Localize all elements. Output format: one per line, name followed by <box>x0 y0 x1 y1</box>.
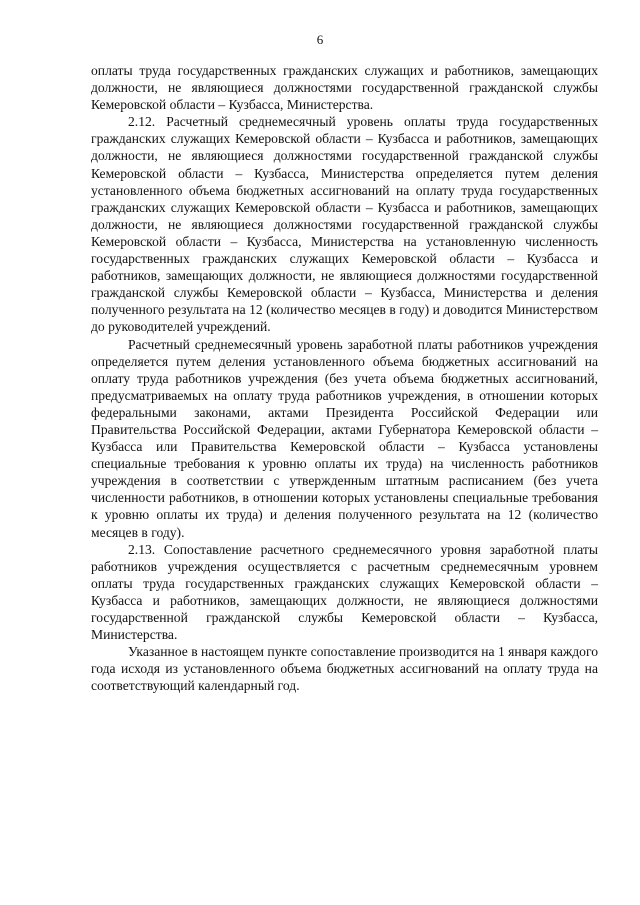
paragraph-comparison-date: Указанное в настоящем пункте сопоставление производится на 1 января каждого года исходя из установленного объема бюджетных ассигнований на оплату труда на соответствующий календарный год. <box>91 644 598 694</box>
paragraph-salary-calculation: Расчетный среднемесячный уровень заработной платы работников учреждения определяется путем деления установленного объема бюджетных ассигнований на оплату труда работников учреждения (без учета объема бюджетных ассигнований, предусматриваемых на оплату труда работников учреждения, в отношении которых федеральными законами, актами Президента Российской Федерации или Правительства Российской Федерации, актами Губернатора Кемеровской области – Кузбасса или Правительства Кемеровской области – Кузбасса установлены специальные требования к уровню оплаты их труда) на численность работников учреждения в соответствии с утвержденным штатным расписанием (без учета численности работников, в отношении которых установлены специальные требования к уровню оплаты их труда) и деления полученного результата на 12 (количество месяцев в году). <box>91 336 598 540</box>
document-body <box>91 62 598 694</box>
paragraph-2-12: 2.12. Расчетный среднемесячный уровень оплаты труда государственных гражданских служащих Кемеровской области – Кузбасса и работников, замещающих должности, не являющиеся должностями государственной гражданской службы Кемеровской области – Кузбасса, Министерства определяется путем деления установленного объема бюджетных ассигнований на оплату труда государственных гражданских служащих Кемеровской области – Кузбасса и работников, замещающих должности, не являющиеся должностями государственной гражданской службы Кемеровской области – Кузбасса, Министерства на установленную численность государственных гражданских служащих Кемеровской области – Кузбасса и работников, замещающих должности, не являющиеся должностями государственной гражданской службы Кемеровской области – Кузбасса, Министерства и деления полученного результата на 12 (количество месяцев в году) и доводится Министерством до руководителей учреждений. <box>91 114 598 335</box>
paragraph-2-13: 2.13. Сопоставление расчетного среднемесячного уровня заработной платы работников учреждения осуществляется с расчетным среднемесячным уровнем оплаты труда государственных гражданских служащих Кемеровской области – Кузбасса и работников, замещающих должности, не являющиеся должностями государственной гражданской службы Кемеровской области – Кузбасса, Министерства. <box>91 541 598 643</box>
paragraph-continuation: оплаты труда государственных гражданских служащих и работников, замещающих должности, не являющиеся должностями государственной гражданской службы Кемеровской области – Кузбасса, Министерства. <box>91 63 598 113</box>
page-number: 6 <box>316 32 324 47</box>
